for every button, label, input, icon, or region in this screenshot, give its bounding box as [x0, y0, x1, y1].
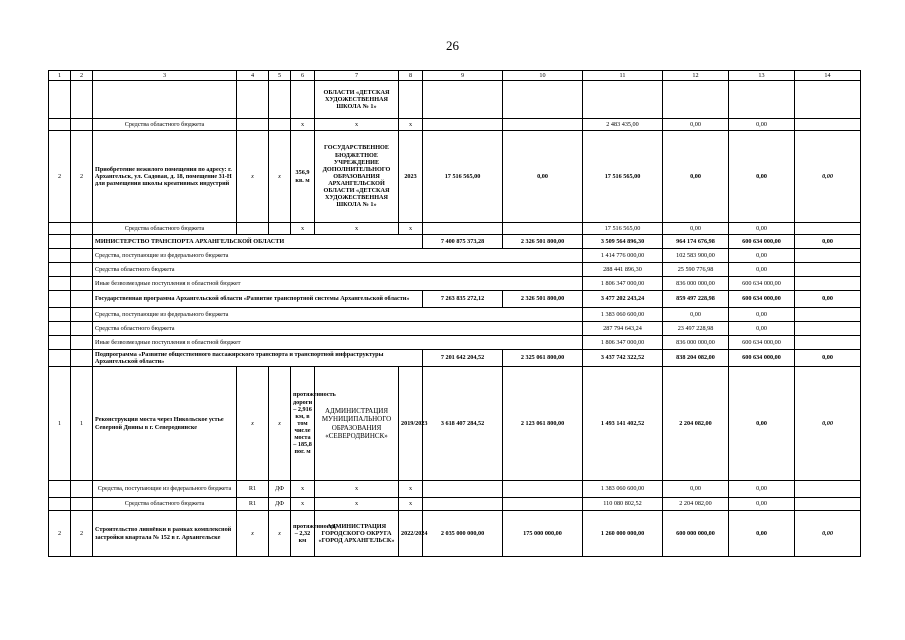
- column-header: 1: [49, 71, 71, 81]
- source-label: Средства областного бюджета: [93, 223, 237, 235]
- table-row: Подпрограмма «Развитие общественного пассажирского транспорта и транспортной инфраструктуры Архангельской области» 7 201 642 204,52 2 325 061 800,00 3 437 742 322,52 838 204 082,00 600 634 000,00 0,00: [49, 350, 861, 367]
- column-header: 6: [291, 71, 315, 81]
- executor-cell: АДМИНИСТРАЦИЯ ГОРОДСКОГО ОКРУГА «ГОРОД АРХАНГЕЛЬСК»: [315, 511, 399, 557]
- column-header: 8: [399, 71, 423, 81]
- budget-table: [48, 70, 861, 557]
- column-header: 9: [423, 71, 503, 81]
- column-header: 13: [729, 71, 795, 81]
- column-header: 7: [315, 71, 399, 81]
- table-row: Иные безвозмездные поступления в областной бюджет 1 806 347 000,00 836 000 000,00 600 634 000,00: [49, 277, 861, 291]
- program-title: Государственная программа Архангельской области «Развитие транспортной системы Архангельской области»: [93, 291, 423, 308]
- table-row: Иные безвозмездные поступления в областной бюджет 1 806 347 000,00 836 000 000,00 600 634 000,00: [49, 336, 861, 350]
- column-header: 10: [503, 71, 583, 81]
- table-row: Средства, поступающие из федерального бюджета 1 383 060 600,00 0,00 0,00: [49, 308, 861, 322]
- executor-cell: ОБЛАСТИ «ДЕТСКАЯ ХУДОЖЕСТВЕННАЯ ШКОЛА № 1»: [315, 81, 399, 119]
- table-row: Средства областного бюджета 287 794 643,24 23 497 228,98 0,00: [49, 322, 861, 336]
- source-label: Средства областного бюджета: [93, 263, 583, 277]
- table-row: Средства областного бюджета х х х 2 483 435,00 0,00 0,00: [49, 119, 861, 131]
- table-row: Государственная программа Архангельской области «Развитие транспортной системы Архангельской области» 7 263 835 272,12 2 326 501 800,00 3 477 202 243,24 859 497 228,98 600 634 000,00 0,00: [49, 291, 861, 308]
- source-label: Иные безвозмездные поступления в областной бюджет: [93, 336, 583, 350]
- column-header: 11: [583, 71, 663, 81]
- table-row: 2 2 Строительство ливнёвки в рамках комплексной застройки квартала № 152 в г. Архангельске х х протяженность – 2,32 км АДМИНИСТРАЦИЯ ГОРОДСКОГО ОКРУГА «ГОРОД АРХАНГЕЛЬСК» 2022/2024 2 035 000 000,00 175 000 000,00 1 260 000 000,00 600 000 000,00 0,00 0,00: [49, 511, 861, 557]
- source-label: Средства, поступающие из федерального бюджета: [93, 249, 583, 263]
- table-row: Средства, поступающие из федерального бюджета 1 414 776 000,00 102 583 900,00 0,00: [49, 249, 861, 263]
- executor-cell: ГОСУДАРСТВЕННОЕ БЮДЖЕТНОЕ УЧРЕЖДЕНИЕ ДОПОЛНИТЕЛЬНОГО ОБРАЗОВАНИЯ АРХАНГЕЛЬСКОЙ ОБЛАСТИ «ДЕТСКАЯ ХУДОЖЕСТВЕННАЯ ШКОЛА № 1»: [315, 131, 399, 223]
- source-label: Иные безвозмездные поступления в областной бюджет: [93, 277, 583, 291]
- table-row: 1 1 Реконструкция моста через Никольское устье Северной Двины в г. Северодвинске х х протяженность дороги – 2,916 км, в том числе моста – 185,8 пог. м АДМИНИСТРАЦИЯ МУНИЦИПАЛЬНОГО ОБРАЗОВАНИЯ «СЕВЕРОДВИНСК» 2019/2023 3 618 407 284,52 2 123 061 800,00 1 493 141 402,52 2 204 082,00 0,00 0,00: [49, 367, 861, 481]
- column-header: 2: [71, 71, 93, 81]
- source-label: Средства областного бюджета: [93, 498, 237, 511]
- object-name: Реконструкция моста через Никольское устье Северной Двины в г. Северодвинске: [93, 367, 237, 481]
- table-row: Средства, поступающие из федерального бюджета R1 ДФ х х х 1 383 060 600,00 0,00 0,00: [49, 481, 861, 498]
- source-label: Средства областного бюджета: [93, 322, 583, 336]
- column-header: 5: [269, 71, 291, 81]
- subprogram-title: Подпрограмма «Развитие общественного пассажирского транспорта и транспортной инфраструктуры Архангельской области»: [93, 350, 423, 367]
- source-label: Средства областного бюджета: [93, 119, 237, 131]
- object-name: Приобретение нежилого помещения по адресу: г. Архангельск, ул. Садовая, д. 18, помещение 31-Н для размещения школы креативных индустрий: [93, 131, 237, 223]
- column-header: 4: [237, 71, 269, 81]
- source-label: Средства, поступающие из федерального бюджета: [93, 308, 583, 322]
- table-row: МИНИСТЕРСТВО ТРАНСПОРТА АРХАНГЕЛЬСКОЙ ОБЛАСТИ 7 400 875 373,28 2 326 501 800,00 3 509 564 896,30 964 174 676,98 600 634 000,00 0,00: [49, 235, 861, 249]
- column-header: 3: [93, 71, 237, 81]
- table-row: [49, 81, 861, 119]
- page-number: 26: [446, 38, 459, 53]
- column-header-row: [49, 71, 861, 81]
- source-label: Средства, поступающие из федерального бюджета: [93, 481, 237, 498]
- executor-cell: АДМИНИСТРАЦИЯ МУНИЦИПАЛЬНОГО ОБРАЗОВАНИЯ «СЕВЕРОДВИНСК»: [315, 367, 399, 481]
- column-header: 14: [795, 71, 861, 81]
- section-title: МИНИСТЕРСТВО ТРАНСПОРТА АРХАНГЕЛЬСКОЙ ОБЛАСТИ: [93, 235, 423, 249]
- table-row: Средства областного бюджета 288 441 896,30 25 590 776,98 0,00: [49, 263, 861, 277]
- column-header: 12: [663, 71, 729, 81]
- object-name: Строительство ливнёвки в рамках комплексной застройки квартала № 152 в г. Архангельске: [93, 511, 237, 557]
- table-row: Средства областного бюджета х х х 17 516 565,00 0,00 0,00: [49, 223, 861, 235]
- table-row: Средства областного бюджета R1 ДФ х х х 110 080 802,52 2 204 082,00 0,00: [49, 498, 861, 511]
- table-row: 2 2 Приобретение нежилого помещения по адресу: г. Архангельск, ул. Садовая, д. 18, помещение 31-Н для размещения школы креативных индустрий х х 356,9 кв. м ГОСУДАРСТВЕННОЕ БЮДЖЕТНОЕ УЧРЕЖДЕНИЕ ДОПОЛНИТЕЛЬНОГО ОБРАЗОВАНИЯ АРХАНГЕЛЬСКОЙ ОБЛАСТИ «ДЕТСКАЯ ХУДОЖЕСТВЕННАЯ ШКОЛА № 1» 2023 17 516 565,00 0,00 17 516 565,00 0,00 0,00 0,00: [49, 131, 861, 223]
